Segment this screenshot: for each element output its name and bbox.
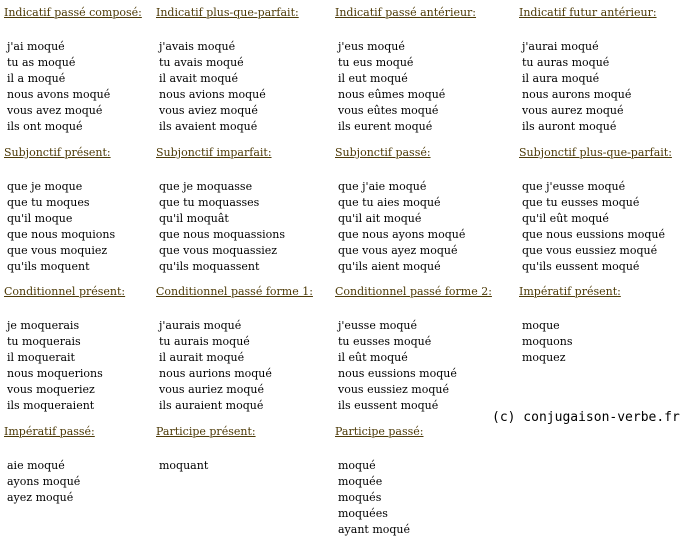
conjugated-form: que j'aie moqué [338,180,427,193]
conjugated-form: moquées [338,507,388,520]
conjugated-form: nous moquerions [7,367,103,380]
tense-section [335,6,476,135]
tense-section [4,425,95,506]
conjugated-form: que nous ayons moqué [338,228,466,241]
conjugated-form: il avait moqué [159,72,238,85]
conjugated-form: que vous eussiez moqué [522,244,658,257]
conjugated-form: vous moqueriez [7,383,95,396]
conjugated-form: ils avaient moqué [159,120,258,133]
conjugated-form: que vous ayez moqué [338,244,458,257]
conjugated-form: que je moquasse [159,180,253,193]
tense-section [156,146,285,275]
form-list [4,39,142,135]
conjugated-form: vous eussiez moqué [338,383,449,396]
form-list [4,179,115,275]
conjugated-form: que vous moquassiez [159,244,278,257]
conjugated-form: moquant [159,459,209,472]
conjugated-form: nous aurions moqué [159,367,272,380]
conjugated-form: il aurait moqué [159,351,245,364]
form-list [519,179,672,275]
tense-heading: Subjonctif présent: [4,146,111,159]
conjugated-form: que j'eusse moqué [522,180,626,193]
conjugated-form: ils eurent moqué [338,120,433,133]
tense-section [4,146,115,275]
tense-heading: Participe passé: [335,425,424,438]
conjugated-form: j'ai moqué [7,40,65,53]
tense-heading: Participe présent: [156,425,256,438]
tense-heading: Conditionnel passé forme 1: [156,285,313,298]
form-list [4,458,95,506]
conjugated-form: il moquerait [7,351,75,364]
form-list [519,39,657,135]
tense-section [4,285,125,414]
conjugated-form: que tu eusses moqué [522,196,640,209]
conjugated-form: nous aurons moqué [522,88,632,101]
tense-section [156,6,299,135]
conjugated-form: ayons moqué [7,475,81,488]
conjugated-form: ils eussent moqué [338,399,439,412]
conjugated-form: que nous eussions moqué [522,228,666,241]
conjugated-form: qu'il ait moqué [338,212,422,225]
tense-heading: Subjonctif plus-que-parfait: [519,146,672,159]
tense-section [335,425,424,538]
conjugated-form: nous eûmes moqué [338,88,446,101]
tense-heading: Impératif passé: [4,425,95,438]
conjugated-form: qu'il eût moqué [522,212,609,225]
tense-heading: Subjonctif passé: [335,146,431,159]
conjugated-form: vous aviez moqué [159,104,258,117]
conjugated-form: tu avais moqué [159,56,244,69]
conjugated-form: il eût moqué [338,351,408,364]
conjugated-form: j'aurais moqué [159,319,242,332]
conjugated-form: que je moque [7,180,83,193]
tense-heading: Conditionnel passé forme 2: [335,285,492,298]
conjugated-form: tu aurais moqué [159,335,250,348]
tense-section [335,146,465,275]
conjugated-form: moquez [522,351,566,364]
conjugated-form: nous eussions moqué [338,367,457,380]
tense-section [519,285,621,366]
form-list [4,318,125,414]
conjugated-form: qu'ils moquent [7,260,90,273]
tense-section [156,425,256,474]
tense-heading: Conditionnel présent: [4,285,126,298]
conjugated-form: ayant moqué [338,523,411,536]
copyright-notice: (c) conjugaison-verbe.fr [492,410,680,425]
conjugated-form: vous auriez moqué [159,383,264,396]
conjugated-form: tu moquerais [7,335,81,348]
tense-section [156,285,313,414]
conjugated-form: il aura moqué [522,72,600,85]
form-list [335,318,492,414]
form-list [519,318,621,366]
conjugated-form: que nous moquassions [159,228,285,241]
form-list [156,318,313,414]
conjugated-form: moqué [338,459,376,472]
conjugated-form: il a moqué [7,72,66,85]
tense-heading: Indicatif passé composé: [4,6,142,19]
conjugated-form: aie moqué [7,459,65,472]
tense-section [4,6,142,135]
conjugated-form: tu auras moqué [522,56,610,69]
conjugated-form: qu'ils moquassent [159,260,260,273]
conjugated-form: j'aurai moqué [522,40,599,53]
conjugated-form: ils auront moqué [522,120,617,133]
conjugated-form: qu'ils aient moqué [338,260,441,273]
conjugated-form: nous avons moqué [7,88,111,101]
conjugated-form: ils moqueraient [7,399,95,412]
conjugated-form: je moquerais [7,319,80,332]
form-list [335,179,465,275]
tense-section [335,285,492,414]
conjugated-form: tu as moqué [7,56,76,69]
tense-section [519,6,657,135]
tense-heading: Indicatif futur antérieur: [519,6,657,19]
conjugated-form: qu'il moquât [159,212,229,225]
conjugated-form: moquée [338,475,383,488]
tense-heading: Indicatif plus-que-parfait: [156,6,299,19]
tense-heading: Subjonctif imparfait: [156,146,272,159]
form-list [156,458,256,474]
conjugated-form: vous eûtes moqué [338,104,439,117]
form-list [156,179,285,275]
conjugated-form: vous avez moqué [7,104,103,117]
conjugated-form: j'eus moqué [338,40,405,53]
conjugated-form: que tu moques [7,196,90,209]
conjugated-form: moqués [338,491,382,504]
conjugated-form: qu'ils eussent moqué [522,260,640,273]
conjugated-form: que vous moquiez [7,244,108,257]
form-list [335,458,424,538]
conjugated-form: que nous moquions [7,228,116,241]
conjugated-form: j'avais moqué [159,40,236,53]
conjugated-form: nous avions moqué [159,88,266,101]
conjugated-form: moquons [522,335,573,348]
conjugated-form: qu'il moque [7,212,73,225]
tense-section [519,146,672,275]
form-list [335,39,476,135]
conjugated-form: vous aurez moqué [522,104,624,117]
conjugated-form: ils ont moqué [7,120,83,133]
tense-heading: Impératif présent: [519,285,621,298]
conjugated-form: tu eusses moqué [338,335,432,348]
conjugated-form: que tu moquasses [159,196,260,209]
conjugated-form: ayez moqué [7,491,74,504]
conjugated-form: moque [522,319,560,332]
conjugated-form: il eut moqué [338,72,408,85]
tense-heading: Indicatif passé antérieur: [335,6,477,19]
conjugated-form: ils auraient moqué [159,399,264,412]
form-list [156,39,299,135]
conjugated-form: j'eusse moqué [338,319,418,332]
conjugated-form: que tu aies moqué [338,196,441,209]
conjugated-form: tu eus moqué [338,56,414,69]
